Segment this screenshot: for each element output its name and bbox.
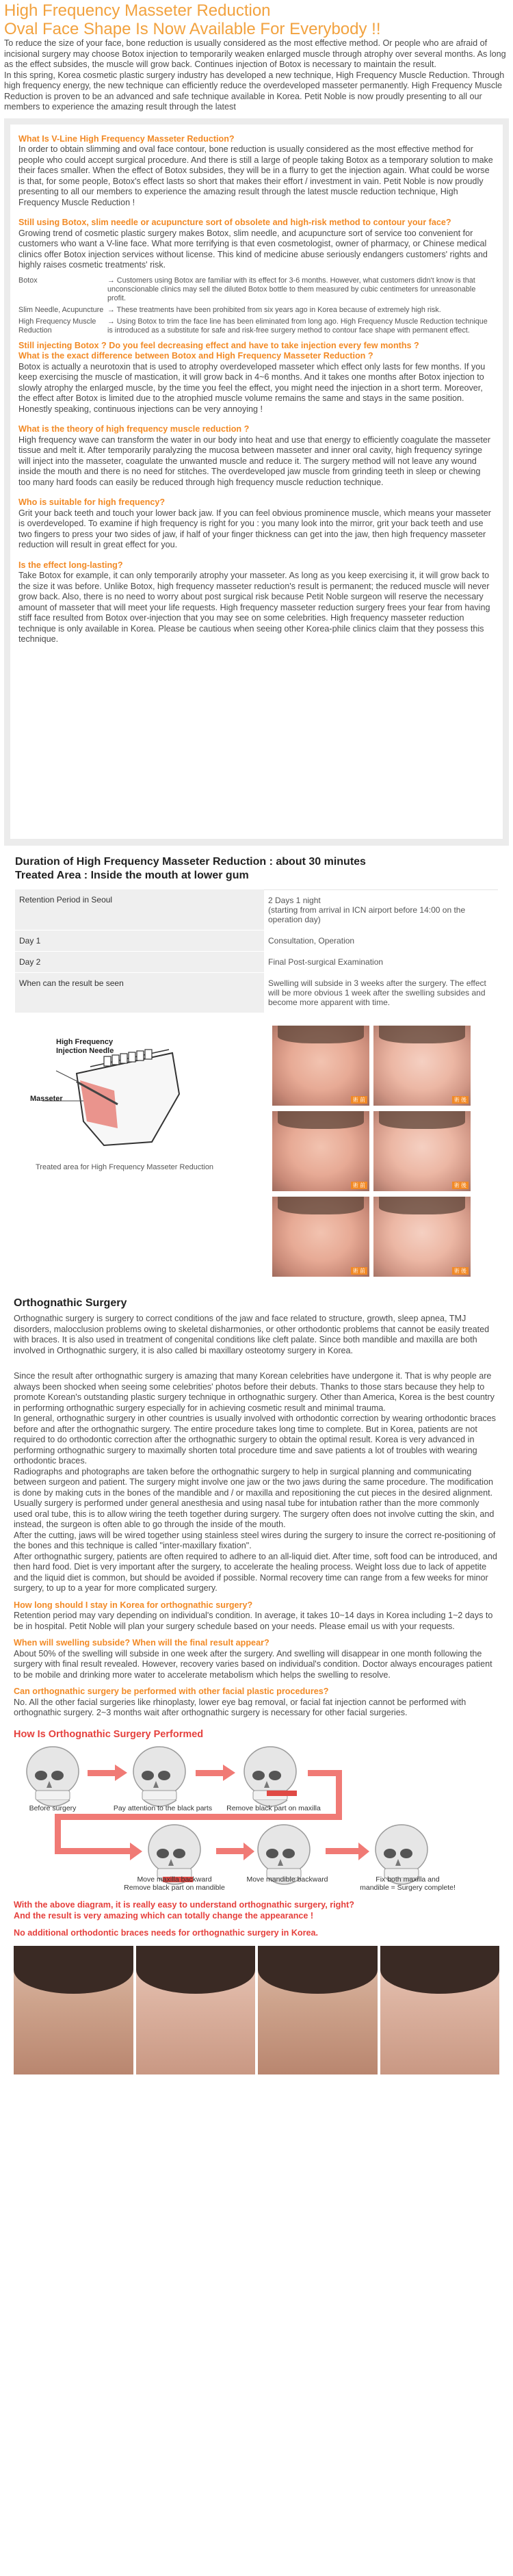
table-key: When can the result be seen: [15, 972, 264, 1013]
section-text: Growing trend of cosmetic plastic surgery makes Botox, slim needle, and acupuncture sort of service too convenient for customers who want a V-line face. What more terrifying is that even cosmetologist, owner of pharmacy, or Chinese medical clinics offer Botox injection services without license. This kind of medicine abuse seriously endangers customers' rights and highly raises cosmetic treatments' risk.: [18, 228, 488, 270]
summary-line: With the above diagram, it is really easy to understand orthognathic surgery, right?: [14, 1900, 354, 1910]
section-title: Still injecting Botox ? Do you feel decreasing effect and have to take injection every few months ?: [18, 340, 419, 350]
section-title: Who is suitable for high frequency?: [18, 497, 166, 507]
table-value: Final Post-surgical Examination: [264, 951, 498, 972]
schedule-table: [15, 889, 498, 1013]
duration-title-line2: Treated Area : Inside the mouth at lower gum: [15, 869, 249, 881]
after-photo: [373, 1197, 471, 1277]
faq-answer: Retention period may vary depending on individual's condition. In average, it takes 10~14 days in Korea including 1~2 days to be in hospital. Petit Noble will plan your surgery schedule based on your needs. Please email us with your requests.: [14, 1611, 493, 1631]
summary-line: No additional orthodontic braces needs for orthognathic surgery in Korea.: [14, 1928, 319, 1938]
note-label: Botox: [18, 276, 38, 285]
ortho-paragraph: In general, orthognathic surgery in other countries is usually involved with orthodontic correction by wearing orthodontic braces before and after the orthognathic surgery. The entire procedure takes long time to complete. But in Korea, patients are not required to do orthodontic correction after the orthognathic surgery to obtain the optimal result. Korea is very advanced in performing orthognathic surgery to maximally shorten total procedure time and save patients a lot of troubles with wearing orthodontic braces.: [14, 1414, 496, 1466]
step-caption: Fix both maxilla and mandible = Surgery complete!: [360, 1875, 456, 1892]
step-caption: Move maxilla backward Remove black part on mandible: [124, 1875, 225, 1892]
table-key: Retention Period in Seoul: [15, 889, 264, 930]
faq-question: Can orthognathic surgery be performed with other facial plastic procedures?: [14, 1687, 329, 1696]
section-text: Grit your back teeth and touch your lower back jaw. If you can feel obvious prominence muscle, which means your masseter is overdeveloped. To examine if high frequency is right for you : you many look into the mirror, grit your back teeth and use two fingers to press your two sides of jaw, if half of your finger thickness can get into the jaw, then high frequency masseter reduction will result in great effect for you.: [18, 508, 491, 549]
intro-paragraph: To reduce the size of your face, bone reduction is usually considered as the most effective method. Or people who are afraid of incisional surgery may choose Botox injection to temporarily weaken enlarged muscle through atrophy over several months. As long as the effect subsides, the muscle will grow back. Continues injection of Botox is necessary to maintain the result.: [4, 38, 506, 69]
section-title: What Is V-Line High Frequency Masseter Reduction?: [18, 133, 235, 144]
before-photo: [258, 1946, 378, 2074]
before-photo: [14, 1946, 133, 2074]
after-photo: [373, 1026, 471, 1106]
table-key: Day 1: [15, 930, 264, 951]
note-text: → Using Botox to trim the face line has been eliminated from long ago. High Frequency Muscle Reduction technique is introduced as a substitute for safe and risk-free surgery method to contour face shape with permanent effect.: [107, 317, 488, 335]
photo-tag: 術 後: [452, 1182, 469, 1189]
note-row: [18, 317, 495, 335]
note-row: [18, 276, 495, 303]
table-row: [15, 951, 498, 972]
procedure-arrows: [14, 1745, 499, 1895]
section-title: Still using Botox, slim needle or acupuncture sort of obsolete and high-risk method to contour your face?: [18, 218, 451, 227]
note-label: High Frequency Muscle Reduction: [18, 317, 96, 335]
before-photo: [272, 1026, 369, 1106]
duration-title: [15, 855, 498, 883]
photo-tag: 術 後: [452, 1267, 469, 1275]
section-text: Take Botox for example, it can only temporarily atrophy your masseter. As long as you keep exercising it, it will grow back to the size it was before. Unlike Botox, high frequency masseter reduction's result is permanent; the reduced muscle will never grow back. Also, there is no need to worry about post surgical risk because Petit Noble surgeon will reserve the necessary amount of masseter that will meet your life requests. High frequency masseter reduction surgery frees your fear from having stiff face resulted from Botox over-injection that you may see on some celebrities. High frequency masseter reduction technique is only available in Korea. Please be cautious when seeing other Korea-phile clinics claim that they possess this technique.: [18, 571, 490, 644]
faq-question: How long should I stay in Korea for orthognathic surgery?: [14, 1600, 253, 1610]
section-title: What is the theory of high frequency muscle reduction ?: [18, 424, 250, 434]
table-row: [15, 930, 498, 951]
comparison-notes: [18, 276, 495, 335]
header: [0, 0, 513, 113]
treatment-visuals: [15, 1026, 498, 1279]
masseter-label: Masseter: [30, 1094, 63, 1103]
section-title: What is the exact difference between Botox and High Frequency Masseter Reduction ?: [18, 351, 373, 361]
procedure-diagram: [14, 1745, 499, 1895]
faq-question: When will swelling subside? When will the final result appear?: [14, 1638, 269, 1648]
table-key: Day 2: [15, 951, 264, 972]
ortho-paragraph: After the cutting, jaws will be wired together using stainless steel wires during the surgery to insure the correct re-positioning of the bones and this technique is called "inter-maxillary fixation".: [14, 1530, 496, 1550]
table-value: Consultation, Operation: [264, 930, 498, 951]
ortho-title: Orthognathic Surgery: [14, 1297, 127, 1309]
section-text: Botox is actually a neurotoxin that is used to atrophy overdeveloped masseter which effect only lasts for few months. If you keep exercising the muscle of mastication, it will grow back in 4~6 months. And it takes one months after Botox injection to slowly atrophy the enlarged muscle, by the time you feel the effect, you might need the injection in a short term. Moreover, the effect after Botox is limited due to the atrophied muscle volume remains the same and stays in the same position. Honestly speaking, continuous injections can be very annoying !: [18, 361, 486, 414]
after-photo: [373, 1111, 471, 1191]
section-text: High frequency wave can transform the water in our body into heat and use that energy to efficiently coagulate the masseter tissue and melt it. After temporarily paralyzing the mucosa between masseter and inner oral cavity, high frequency syringe will inject into the masseter, coagulate the unwanted muscle and reduce it. The surgery method will not leave any wound inside the mouth and there is no need for stitches. The overdeveloped jaw muscle from grinding teeth in sleep or chewing too many hard foods can easily be reduced through high frequency muscle reduction technique.: [18, 434, 491, 487]
step-caption: Remove black part on maxilla: [226, 1804, 321, 1812]
orthognathic-section: [0, 1298, 513, 2074]
photo-tag: 術 後: [452, 1096, 469, 1104]
intro: [4, 38, 509, 113]
photo-tag: 術 前: [351, 1096, 367, 1104]
section-title: Is the effect long-lasting?: [18, 560, 123, 570]
before-photo: [272, 1197, 369, 1277]
page-title-line2: Oval Face Shape Is Now Available For Everybody !!: [4, 20, 381, 38]
ortho-paragraph: Orthognathic surgery is surgery to correct conditions of the jaw and face related to structure, growth, sleep apnea, TMJ disorders, malocclusion problems owing to skeletal disharmonies, or other orthodontic problems that cannot be easily treated with braces. It is also used in treatment of congenital conditions like cleft palate. Since both mandible and maxilla are both involved in Orthognathic surgery, it is also called bi maxillary osteotomy surgery in Korea.: [14, 1314, 490, 1355]
table-row: [15, 889, 498, 930]
step-caption: Pay attention to the black parts: [113, 1804, 213, 1812]
table-value: Swelling will subside in 3 weeks after the surgery. The effect will be more obvious 1 week after the swelling subsides and become more apparent with time.: [264, 972, 498, 1013]
intro-paragraph: In this spring, Korea cosmetic plastic surgery industry has developed a new technique, High Frequency Muscle Reduction. Through high frequency energy, the new technique can efficiently reduce the overdeveloped masseter permanently. High Frequency Muscle Reduction is proven to be an advanced and safe technique available in Korea. Petit Noble is now proudly presenting to all our members to experience the amazing result through the latest: [4, 70, 505, 112]
ortho-paragraph: Since the result after orthognathic surgery is amazing that many Korean celebrities have undergone it. That is why people are always been shocked when seeing some celebrities' photos before their debuts. Thanks to those stars because they help to promote Korean's outstanding plastic surgery technique in orthognathic surgery. Other than America, Korea is the best country in performing orthognathic surgery especially for in achieving cosmetic result and minimal trauma.: [14, 1371, 495, 1413]
info-card: [10, 125, 503, 839]
summary-line: And the result is very amazing which can totally change the appearance !: [14, 1910, 314, 1921]
ortho-paragraph: Radiographs and photographs are taken before the orthognathic surgery to help in surgical planning and communicating between surgeon and patient. The surgery might involve one jaw or the two jaws during the same procedure. The modification is done by making cuts in the bones of the mandible and / or maxilla and repositioning the cut pieces in the desired alignment. Usually surgery is performed under general anesthesia and using nasal tube for intubation rather than the more commonly used oral tube, this is to allow wiring the teeth together during surgery. The surgery often does not involve cutting the skin, and instead, the surgeon is often able to go through the inside of the mouth.: [14, 1466, 495, 1529]
step-caption: Move mandible backward: [246, 1875, 328, 1884]
duration-title-line1: Duration of High Frequency Masseter Reduction : about 30 minutes: [15, 855, 366, 868]
needle-label: High Frequency Injection Needle: [56, 1037, 114, 1055]
procedure-title: How Is Orthognathic Surgery Performed: [14, 1728, 204, 1740]
photo-tag: 術 前: [351, 1267, 367, 1275]
note-label: Slim Needle, Acupuncture: [18, 305, 104, 314]
note-text: → These treatments have been prohibited from six years ago in Korea because of extremely high risk.: [107, 305, 441, 314]
ortho-paragraph: After orthognathic surgery, patients are often required to adhere to an all-liquid diet. After time, soft food can be introduced, and then hard food. Diet is very important after the surgery, to accelerate the healing process. Weight loss due to lack of appetite and the liquid diet is common, but should be avoided if possible. Normal recovery time can range from a few weeks for minor surgery, to up to a year for more complicated surgery.: [14, 1551, 497, 1593]
diagram-caption: Treated area for High Frequency Masseter Reduction: [36, 1162, 214, 1171]
table-row: [15, 972, 498, 1013]
after-photo: [136, 1946, 256, 2074]
section-text: In order to obtain slimming and oval face contour, bone reduction is usually considered as the most effective method for people who could accept surgical procedure. And there is still a large of people taking Botox as a temporary solution to make their faces smaller. When the effect of Botox subsides, they will be in a flurry to get the injection again. What could be worse is that, for some people, Botox's effect lasts so short that makes their effort / investment in vain. Petit Noble is now proudly presenting to all our members to experience the amazing result through the latest muscle reduction technique, High Frequency Muscle Reduction !: [18, 144, 493, 207]
faq-answer: About 50% of the swelling will subside in one week after the surgery. And swelling will disappear in one month following the surgery with final result revealed. However, recovery varies based on individual's condition. Doctor always encourages patient to be mobile and drinking more water to accelerate metabolism which helps the swelling to resolve.: [14, 1648, 492, 1680]
ortho-before-after: [14, 1946, 499, 2074]
duration-section: [0, 855, 513, 1279]
step-caption: Before surgery: [29, 1804, 77, 1812]
note-text: → Customers using Botox are familiar with its effect for 3-6 months. However, what customers didn't know is that unconscionable clinics may sell the diluted Botox bottle to them measured by cubic centimeters for unreasonable profit.: [107, 276, 476, 302]
page-title-line1: High Frequency Masseter Reduction: [4, 1, 271, 20]
after-photo: [380, 1946, 500, 2074]
note-row: [18, 306, 495, 315]
info-frame: [4, 118, 509, 846]
before-photo: [272, 1111, 369, 1191]
before-after-grid: [272, 1026, 471, 1279]
table-value: 2 Days 1 night (starting from arrival in ICN airport before 14:00 on the operation day): [264, 889, 498, 930]
faq-answer: No. All the other facial surgeries like rhinoplasty, lower eye bag removal, or facial fat injection cannot be performed with orthognathic surgery. 2~3 months wait after orthognathic surgery is necessary for other facial surgeries.: [14, 1697, 466, 1717]
photo-tag: 術 前: [351, 1182, 367, 1189]
jaw-diagram: [15, 1026, 261, 1279]
